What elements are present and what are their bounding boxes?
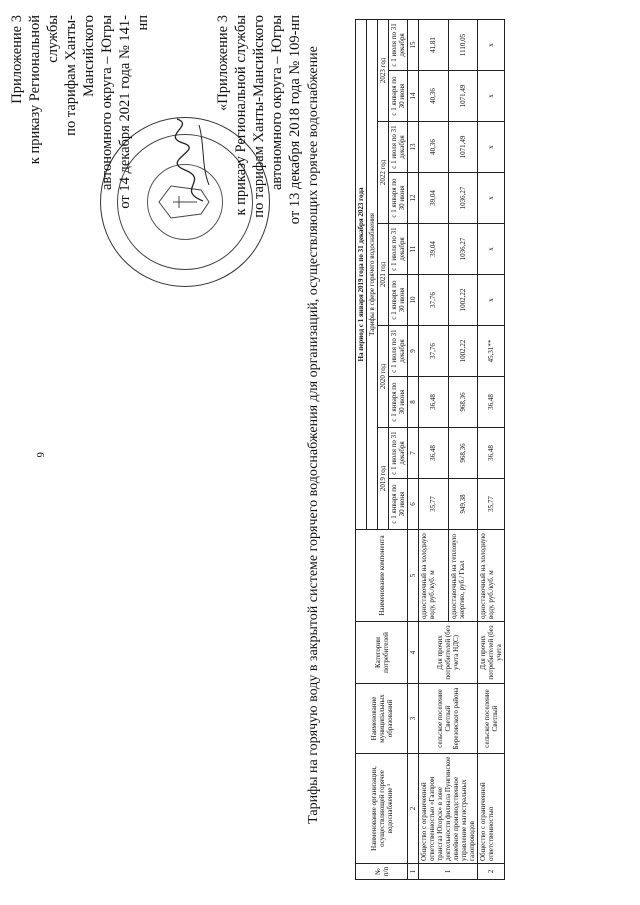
header-half: с 1 января по 30 июня <box>389 71 408 122</box>
header-year: 2019 год <box>378 428 389 530</box>
rotated-page <box>0 5 640 905</box>
header-half: с 1 июля по 31 декабря <box>389 428 408 479</box>
previous-appendix-header <box>214 15 304 285</box>
header-year: 2022 год <box>378 122 389 224</box>
tariff-value: 36,48 <box>478 428 505 479</box>
tariff-value: x <box>478 71 505 122</box>
column-number: 1 <box>408 864 419 880</box>
tariff-value: 36,48 <box>478 377 505 428</box>
column-number: 15 <box>408 19 419 70</box>
header-half: с 1 июля по 31 декабря <box>389 224 408 275</box>
table-row <box>478 19 505 879</box>
header-category: Категории потребителей <box>356 622 408 684</box>
municipality-name: сельское поселение Светлый <box>478 684 505 754</box>
column-number: 2 <box>408 754 419 864</box>
appendix-header <box>8 15 152 215</box>
tariff-value: x <box>478 275 505 326</box>
column-number: 12 <box>408 173 419 224</box>
appendix-line: автономного округа – Югры <box>269 15 285 191</box>
tariff-value: 1071,49 <box>448 71 478 122</box>
tariff-value: 39,04 <box>419 224 449 275</box>
appendix-line: по тарифам Ханты-Мансийского <box>63 15 97 136</box>
column-number: 8 <box>408 377 419 428</box>
header-municipality: Наименование муниципальных образований <box>356 684 408 754</box>
tariff-value: 37,76 <box>419 275 449 326</box>
tariff-value: x <box>478 224 505 275</box>
header-year: 2020 год <box>378 326 389 428</box>
row-number: 1 <box>419 864 478 880</box>
page-number: 6 <box>34 452 46 458</box>
header-tariffs: Тарифы в сфере горячего водоснабжения <box>367 19 378 529</box>
component-name: одноставочный на тепловую энергию, руб./ Гкал <box>448 530 478 622</box>
column-number: 10 <box>408 275 419 326</box>
column-number: 5 <box>408 530 419 622</box>
tariff-value: 968,36 <box>448 428 478 479</box>
tariff-value: 36,48 <box>419 377 449 428</box>
appendix-line: автономного округа – Югры <box>99 15 115 191</box>
header-half: с 1 января по 30 июня <box>389 173 408 224</box>
column-number: 7 <box>408 428 419 479</box>
tariff-value: 36,48 <box>419 428 449 479</box>
appendix-line: к приказу Региональной службы <box>27 15 61 165</box>
header-year: 2021 год <box>378 224 389 326</box>
tariff-value: 1110,05 <box>448 19 478 70</box>
tariff-value: 41,81 <box>419 19 449 70</box>
appendix-line: Приложение 3 <box>9 15 25 104</box>
header-half: с 1 января по 30 июня <box>389 377 408 428</box>
column-number: 14 <box>408 71 419 122</box>
consumer-category: Для прочих потребителей (без учета НДС) <box>419 622 478 684</box>
header-half: с 1 июля по 31 декабря <box>389 326 408 377</box>
header-component: Наименование компонента <box>356 530 408 622</box>
header-half: с 1 июля по 31 декабря <box>389 19 408 70</box>
tariff-value: 1002,22 <box>448 326 478 377</box>
tariff-value: x <box>478 19 505 70</box>
appendix-line: от 13 декабря 2018 года № 109-нп <box>287 15 303 225</box>
component-name: одноставочный на холодную воду, руб./куб. м <box>478 530 505 622</box>
tariff-value: 37,76 <box>419 326 449 377</box>
tariff-value: 968,36 <box>448 377 478 428</box>
column-number: 9 <box>408 326 419 377</box>
appendix-line: «Приложение 3 <box>215 15 231 111</box>
component-name: одноставочный на холодную воду, руб./куб. м <box>419 530 449 622</box>
header-half: с 1 июля по 31 декабря <box>389 122 408 173</box>
header-half: с 1 января по 30 июня <box>389 275 408 326</box>
organization-name: Общество с ограниченной ответственностью <box>478 754 505 864</box>
appendix-line: по тарифам Ханты-Мансийского <box>251 15 267 218</box>
appendix-line: от 14 декабря 2021 года № 141-нп <box>117 15 151 209</box>
header-half: с 1 января по 30 июня <box>389 479 408 530</box>
column-number: 3 <box>408 684 419 754</box>
tariff-value: 35,77 <box>419 479 449 530</box>
consumer-category: Для прочих потребителей (без учета <box>478 622 505 684</box>
column-number: 13 <box>408 122 419 173</box>
tariff-value: 35,77 <box>478 479 505 530</box>
tariff-value: 40,36 <box>419 122 449 173</box>
header-period: На период с 1 января 2019 года по 31 декабря 2023 года <box>356 19 367 529</box>
tariff-value: 39,04 <box>419 173 449 224</box>
tariff-value: 1002,22 <box>448 275 478 326</box>
column-number: 4 <box>408 622 419 684</box>
header-organization: Наименование организации, осуществляющей горячее водоснабжение ¹ <box>356 754 408 864</box>
column-number: 6 <box>408 479 419 530</box>
tariff-value: x <box>478 173 505 224</box>
tariff-value: 1071,49 <box>448 122 478 173</box>
organization-name: Общество с ограниченной ответственностью «Газпром трансгаз Югорск» в зоне деятельности филиала Пунгинское линейное производственное управление магистральных газопроводов <box>419 754 478 864</box>
header-no: № п/п <box>356 864 408 880</box>
tariff-value: 40,36 <box>419 71 449 122</box>
row-number: 2 <box>478 864 505 880</box>
signature <box>165 115 215 205</box>
appendix-line: к приказу Региональной службы <box>233 15 249 216</box>
column-number-row <box>408 19 419 879</box>
header-year: 2023 год <box>378 19 389 121</box>
column-number: 11 <box>408 224 419 275</box>
table-row <box>419 19 449 879</box>
document-title: Тарифы на горячую воду в закрытой системе горячего водоснабжения для организаций, осуществляющих горячее водоснабжение <box>306 46 321 824</box>
municipality-name: сельское поселение Светлый Березовского района <box>419 684 478 754</box>
tariff-value: 1036,27 <box>448 224 478 275</box>
tariff-table <box>355 19 505 880</box>
tariff-value: x <box>478 122 505 173</box>
tariff-value: 949,38 <box>448 479 478 530</box>
tariff-value: 45,31** <box>478 326 505 377</box>
tariff-value: 1036,27 <box>448 173 478 224</box>
